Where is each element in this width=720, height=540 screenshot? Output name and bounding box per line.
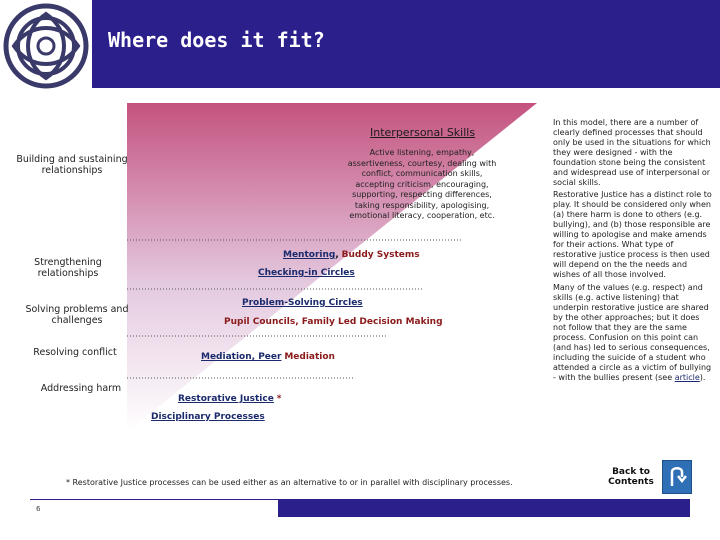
level-label-resolving: Resolving conflict [33,347,117,358]
shared-values-body: Many of the values (e.g. respect) and skills (e.g. active listening) that underpin restorative justice are shared by the other approaches; but it does not follow that they are the same process. Confusion on this point can (and has) led to serious consequences, including the suicide of a student who attended a circle as a victim of bullying - with the bullies present (see [553,283,712,382]
article-link[interactable]: article [674,373,700,382]
mediation-item [201,352,335,362]
footer-rule [30,499,278,500]
skills-description: Active listening, empathy, assertiveness, courtesy, dealing with conflict, communication skills, accepting criticism, encouraging, supporting, respecting differences, taking responsibility, apologising, emotional literacy, cooperation, etc. [347,148,497,220]
footer-panel [30,499,278,517]
footnote-marker: * [276,394,282,404]
pupil-councils-text: Pupil Councils, Family Led Decision Making [224,317,443,327]
level-label-solving: Solving problems and challenges [25,304,129,326]
shared-values-end: ). [699,373,706,382]
footnote-text: * Restorative Justice processes can be used either as an alternative to or in parallel with disciplinary processes. [66,478,513,487]
footer-page-marker: 6 [36,505,41,513]
peer-mediation-link[interactable]: Mediation, Peer [201,352,282,362]
disciplinary-processes-link[interactable]: Disciplinary Processes [151,412,265,422]
model-explanation-text: In this model, there are a number of clearly defined processes that should only be used in the situations for which they were designed - with the foundation stone being the consistent and widespread use of interpersonal or social skills. [553,118,711,187]
buddy-systems-text: Buddy Systems [341,250,420,260]
mentoring-link[interactable]: Mentoring [283,250,336,260]
problem-solving-circles-link[interactable]: Problem-Solving Circles [242,298,363,308]
checking-in-circles-link[interactable]: Checking-in Circles [258,268,355,278]
return-arrow-icon [663,461,691,493]
restorative-justice-link[interactable]: Restorative Justice [178,394,274,404]
restorative-role-text: Restorative Justice has a distinct role to play. It should be considered only when (a) there harm is done to others (e.g. bullying), and (b) those responsible are willing to apologise and make amends for their actions. What type of restorative justice process is then used will depend on the the needs and wishes of all those involved. [553,190,712,279]
level-label-building: Building and sustaining relationships [16,154,128,176]
mediation-text: Mediation [284,352,335,362]
shared-values-text [553,283,715,383]
back-to-contents-button[interactable] [662,460,692,494]
mentoring-item [283,250,420,260]
mentoring-separator: , [335,250,339,260]
restorative-justice-item [178,394,281,404]
level-label-strengthening: Strengthening relationships [34,257,102,279]
back-to-contents-label[interactable]: Back to Contents [608,467,654,487]
interpersonal-skills-heading: Interpersonal Skills [370,126,476,139]
page-title: Where does it fit? [108,28,325,52]
level-label-addressing: Addressing harm [40,383,122,394]
